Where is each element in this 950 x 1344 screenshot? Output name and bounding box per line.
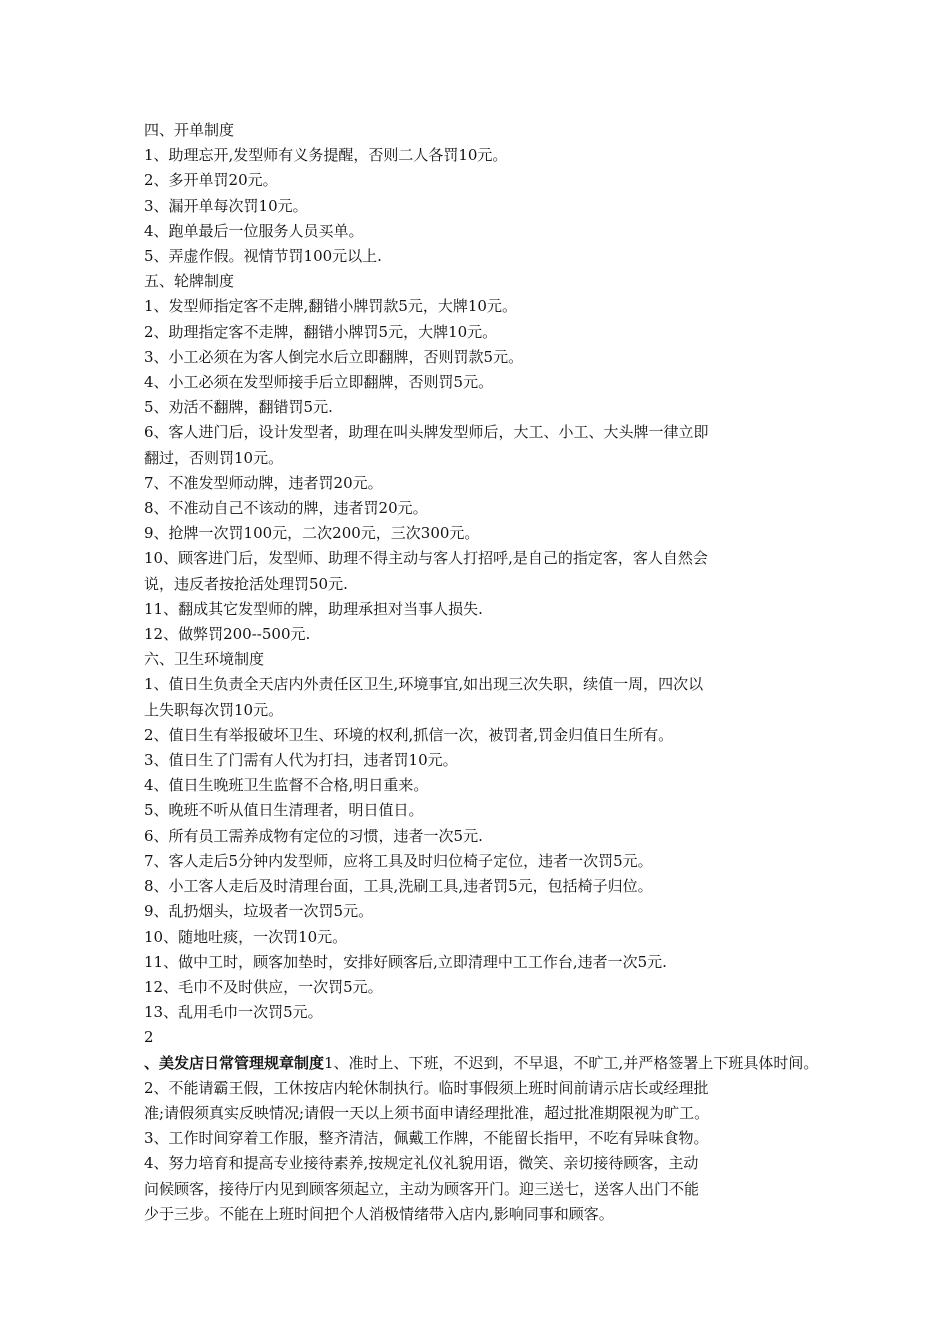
rule-item: 8、小工客人走后及时清理台面，工具,洗刷工具,违者罚5元，包括椅子归位。 [144,877,653,896]
rule-item: 2 [144,1028,154,1047]
rule-item: 准;请假须真实反映情况;请假一天以上须书面申请经理批准，超过批准期限视为旷工。 [144,1103,710,1122]
rule-item: 4、小工必须在发型师接手后立即翻牌，否则罚5元。 [144,373,494,392]
rule-item: 10、随地吐痰，一次罚10元。 [144,927,348,946]
rule-item: 3、小工必须在为客人倒完水后立即翻牌，否则罚款5元。 [144,347,524,366]
rule-item-continued: 翻过，否则罚10元。 [144,448,284,467]
rule-item: 2、多开单罚20元。 [144,171,278,190]
section-heading: 六、卫生环境制度 [144,650,265,669]
document-page [144,118,819,1227]
rule-item: 2、不能请霸王假，工休按店内轮休制执行。临时事假须上班时间前请示店长或经理批 [144,1078,709,1097]
rule-item: 4、值日生晚班卫生监督不合格,明日重来。 [144,776,429,795]
rule-item: 问候顾客，接待厅内见到顾客须起立，主动为顾客开门。迎三送七，送客人出门不能 [144,1179,700,1198]
rule-item: 4、跑单最后一位服务人员买单。 [144,221,364,240]
rule-item: 4、努力培育和提高专业接待素养,按规定礼仪礼貌用语，微笑、亲切接待顾客，主动 [144,1154,699,1173]
rule-item: 7、客人走后5分钟内发型师，应将工具及时归位椅子定位，违者一次罚5元。 [144,851,653,870]
rule-item-continued: 少于三步。不能在上班时间把个人消极情绪带入店内,影响同事和顾客。 [144,1204,614,1223]
rule-item: 3、漏开单每次罚10元。 [144,196,308,215]
rule-item: 8、不准动自己不该动的牌，违者罚20元。 [144,499,428,518]
rule-item: 12、做弊罚200--500元. [144,625,311,644]
part-heading-title: 1、准时上、下班，不迟到，不早退，不旷工,并严格签署上下班具体时间。 [324,1053,819,1072]
part-heading [144,1051,819,1076]
rule-item: 12、毛巾不及时供应，一次罚5元。 [144,977,383,996]
rule-item-continued: 上失职每次罚10元。 [144,700,284,719]
part-heading-number: 、美发店日常管理规章制度 [144,1053,325,1072]
rule-item: 9、乱扔烟头，垃圾者一次罚5元。 [144,902,374,921]
rule-item: 1、发型师指定客不走牌,翻错小牌罚款5元，大牌10元。 [144,297,517,316]
rule-item: 3、值日生了门需有人代为打扫，违者罚10元。 [144,751,458,770]
rule-item: 2、助理指定客不走牌，翻错小牌罚5元，大牌10元。 [144,322,498,341]
rule-item-continued: 说，违反者按抢活处理罚50元. [144,574,348,593]
rule-item-continued: 3、工作时间穿着工作服，整齐清洁，佩戴工作牌，不能留长指甲，不吃有异味食物。 [144,1129,709,1148]
section-heading: 五、轮牌制度 [144,272,235,291]
rule-item: 1、值日生负责全天店内外责任区卫生,环境事宜,如出现三次失职，续值一周，四次以 [144,675,704,694]
rule-item: 11、翻成其它发型师的牌，助理承担对当事人损失. [144,599,483,618]
section-heading: 四、开单制度 [144,121,235,139]
rule-item: 13、乱用毛巾一次罚5元。 [144,1003,323,1022]
rule-item: 5、晚班不听从值日生清理者，明日值日。 [144,801,424,820]
rule-item: 11、做中工时，顾客加垫时，安排好顾客后,立即清理中工工作台,违者一次5元. [144,952,667,971]
rule-item: 6、所有员工需养成物有定位的习惯，违者一次5元. [144,826,483,845]
rule-item: 7、不准发型师动牌，违者罚20元。 [144,473,383,492]
rule-item: 5、弄虚作假。视情节罚100元以上. [144,247,382,266]
rule-item: 2、值日生有举报破坏卫生、环境的权利,抓信一次，被罚者,罚金归值日生所有。 [144,725,674,744]
rule-item: 5、劝活不翻牌，翻错罚5元. [144,398,333,417]
rule-item: 9、抢牌一次罚100元，二次200元，三次300元。 [144,524,480,543]
rule-item: 1、助理忘开,发型师有义务提醒，否则二人各罚10元。 [144,146,508,165]
rule-item: 10、顾客进门后，发型师、助理不得主动与客人打招呼,是自己的指定客，客人自然会 [144,549,708,568]
rule-item: 6、客人进门后，设计发型者，助理在叫头牌发型师后，大工、小工、大头牌一律立即 [144,423,709,442]
